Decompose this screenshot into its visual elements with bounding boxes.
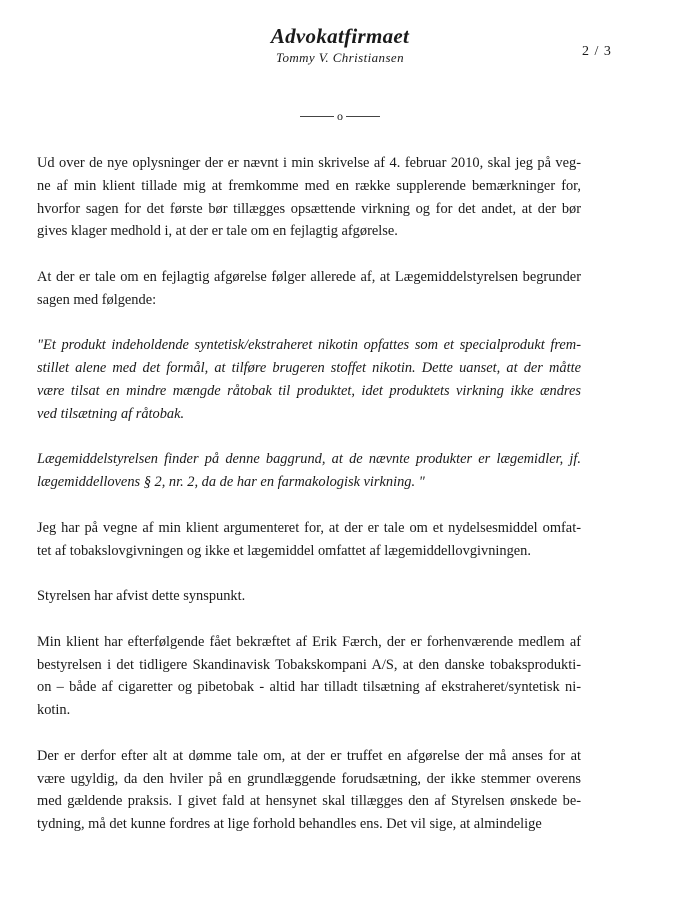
separator-dash-right <box>346 116 380 117</box>
text-line: Der er derfor efter alt at dømme tale om, at der er truffet en afgørelse der må anses for at <box>37 747 581 764</box>
text-line: sagen med følgende: <box>37 291 157 308</box>
text-line: Styrelsen har afvist dette synspunkt. <box>37 588 246 605</box>
separator-dash-left <box>300 116 334 117</box>
text-line: Ud over de nye oplysninger der er nævnt i min skrivelse af 4. februar 2010, skal jeg på veg- <box>37 155 581 171</box>
quoted-paragraph <box>37 448 581 494</box>
page-number: 2 / 3 <box>582 44 612 59</box>
text-line: bestyrelsen i det tidligere Skandinavisk Tobakskompani A/S, at den danske tobaksprodukti- <box>37 656 581 673</box>
body-paragraph <box>37 152 581 243</box>
body-paragraph <box>37 745 581 836</box>
text-line: gives klager medhold i, at der er tale om en fejlagtig afgørelse. <box>37 223 398 240</box>
text-line: med gældende praksis. I givet fald at hensynet skal tillægges den af Styrelsen ønskede be- <box>37 793 581 810</box>
text-line: stillet alene med det formål, at tilføre brugeren stoffet nikotin. Dette uanset, at der måtte <box>37 360 581 377</box>
header-separator <box>0 108 680 124</box>
letterhead-firm-name: Advokatfirmaet <box>270 24 410 48</box>
text-line: hvorfor sagen for det første bør tillægges opsættende virkning og for det andet, at der bør <box>37 200 581 217</box>
body-paragraph <box>37 631 581 722</box>
text-line: tydning, må det kunne fordres at lige forhold behandles ens. Det vil sige, at almindelige <box>37 816 542 833</box>
letterhead-person-name: Tommy V. Christiansen <box>276 50 404 65</box>
separator-mark: o <box>337 108 343 123</box>
letter-body <box>37 152 581 859</box>
body-paragraph <box>37 266 581 312</box>
text-line: Lægemiddelstyrelsen finder på denne baggrund, at de nævnte produkter er lægemidler, jf. <box>37 451 581 468</box>
text-line: lægemiddellovens § 2, nr. 2, da de har en farmakologisk virkning. " <box>37 474 425 491</box>
text-line: Min klient har efterfølgende fået bekræftet af Erik Færch, der er forhenværende medlem af <box>37 633 581 650</box>
text-line: ne af min klient tillade mig at fremkomme med en række supplerende bemærkninger for, <box>37 177 581 194</box>
text-line: kotin. <box>37 702 71 719</box>
quoted-paragraph <box>37 334 581 425</box>
text-line: Jeg har på vegne af min klient argumenteret for, at der er tale om et nydelsesmiddel omfat- <box>37 519 581 536</box>
text-line: on – både af cigaretter og pibetobak - altid har tilladt tilsætning af ekstraheret/syntetisk ni- <box>37 679 581 696</box>
text-line: At der er tale om en fejlagtig afgørelse følger allerede af, at Lægemiddelstyrelsen begrunder <box>37 268 581 285</box>
body-paragraph <box>37 585 581 608</box>
text-line: være ugyldig, da den hviler på en grundlæggende forudsætning, der ikke stemmer overens <box>37 770 581 787</box>
text-line: ved tilsætning af råtobak. <box>37 405 185 422</box>
text-line: tet af tobakslovgivningen og ikke et lægemiddel omfattet af lægemiddellovgivningen. <box>37 542 531 559</box>
text-line: "Et produkt indeholdende syntetisk/ekstraheret nikotin opfattes som et specialprodukt frem- <box>37 337 581 354</box>
text-line: være tilsat en mindre mængde råtobak til produktet, idet produktets virkning ikke ændres <box>37 382 581 399</box>
body-paragraph <box>37 517 581 563</box>
